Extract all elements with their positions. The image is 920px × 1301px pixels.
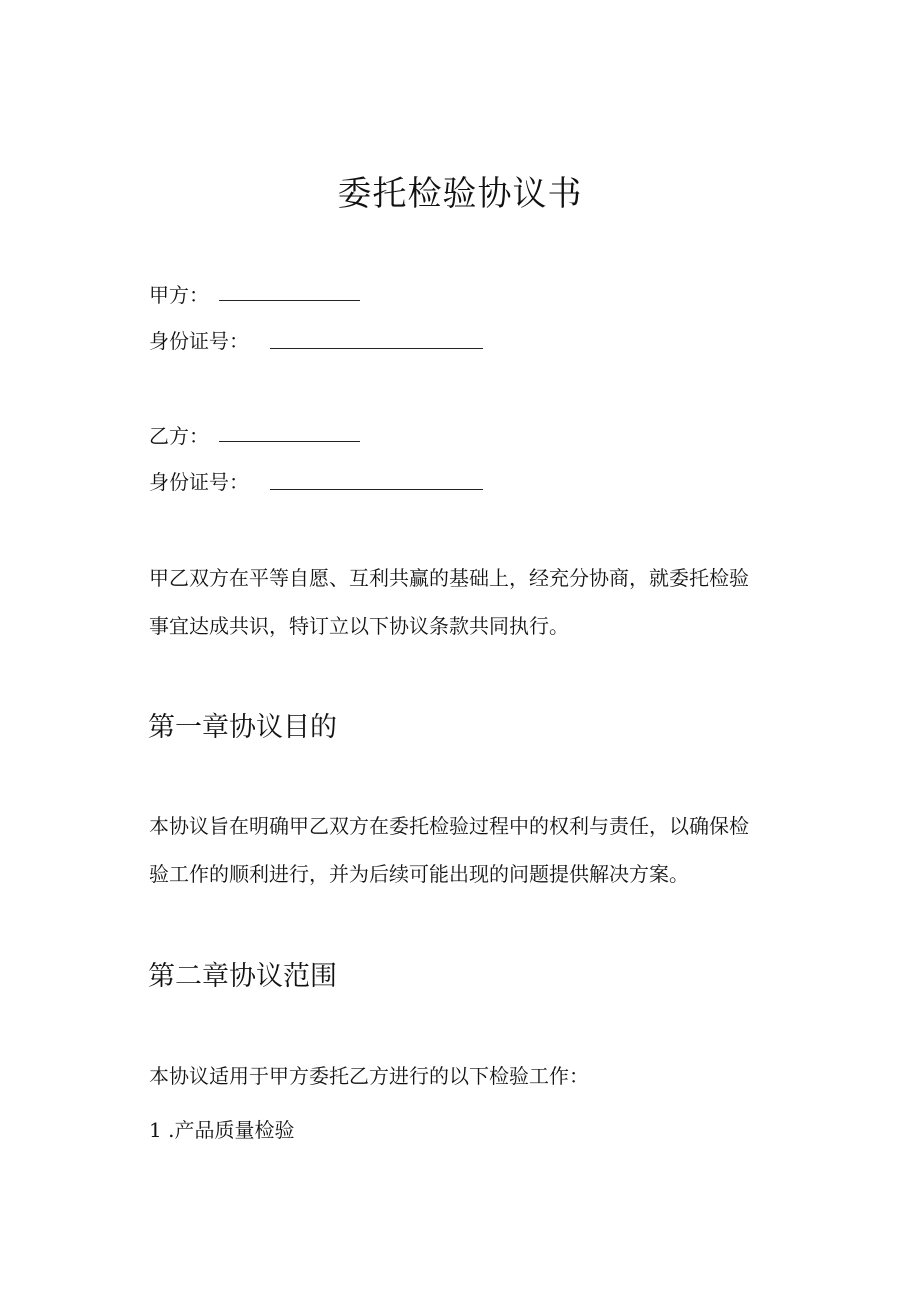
party-a-name-blank[interactable] bbox=[219, 300, 360, 301]
party-a-id-label: 身份证号： bbox=[149, 329, 249, 353]
preamble-paragraph bbox=[149, 554, 799, 650]
party-a-id-blank[interactable] bbox=[270, 348, 483, 349]
party-b-id-blank[interactable] bbox=[270, 489, 483, 490]
chapter-1-heading: 第一章协议目的 bbox=[148, 712, 337, 743]
party-b-id-label: 身份证号： bbox=[149, 470, 249, 494]
preamble-line-2: 事宜达成共识，特订立以下协议条款共同执行。 bbox=[149, 614, 569, 638]
chapter-1-line-1: 本协议旨在明确甲乙双方在委托检验过程中的权利与责任，以确保检 bbox=[149, 814, 749, 838]
chapter-2-intro: 本协议适用于甲方委托乙方进行的以下检验工作： bbox=[149, 1064, 589, 1088]
chapter-2-item-1: 1 .产品质量检验 bbox=[149, 1118, 295, 1142]
party-b-name-label: 乙方： bbox=[149, 424, 209, 448]
chapter-1-line-2: 验工作的顺利进行，并为后续可能出现的问题提供解决方案。 bbox=[149, 862, 689, 886]
chapter-1-paragraph bbox=[149, 802, 799, 898]
party-a-name-field bbox=[149, 280, 209, 310]
party-b-name-field bbox=[149, 421, 209, 451]
party-a-id-field bbox=[149, 326, 249, 356]
party-b-id-field bbox=[149, 467, 249, 497]
party-a-name-label: 甲方： bbox=[149, 283, 209, 307]
document-title: 委托检验协议书 bbox=[337, 174, 583, 214]
chapter-2-heading: 第二章协议范围 bbox=[148, 961, 337, 992]
party-b-name-blank[interactable] bbox=[219, 441, 360, 442]
preamble-line-1: 甲乙双方在平等自愿、互利共赢的基础上，经充分协商，就委托检验 bbox=[149, 566, 749, 590]
